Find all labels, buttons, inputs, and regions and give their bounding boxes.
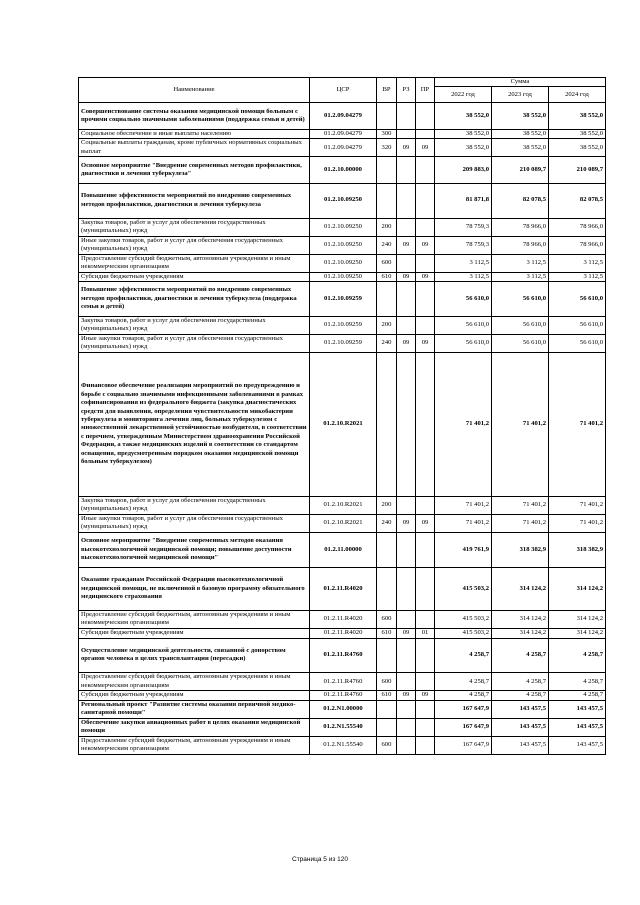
row-rz: [397, 638, 416, 673]
row-csr: 01.2.11.R4020: [310, 567, 377, 610]
row-sum-2023: 143 457,5: [492, 700, 549, 718]
row-pr: 09: [416, 139, 435, 157]
row-vr: 320: [377, 139, 397, 157]
row-pr: [416, 567, 435, 610]
row-sum-2023: 314 124,2: [492, 628, 549, 638]
row-sum-2022: 4 258,7: [435, 638, 492, 673]
row-rz: [397, 282, 416, 317]
row-vr: [377, 532, 397, 567]
row-name: Закупка товаров, работ и услуг для обеспечения государственных (муниципальных) нужд: [79, 496, 310, 514]
row-sum-2023: 56 610,0: [492, 282, 549, 317]
row-sum-2023: 56 610,0: [492, 316, 549, 334]
row-pr: [416, 736, 435, 754]
row-vr: 610: [377, 628, 397, 638]
row-name: Предоставление субсидий бюджетным, автономным учреждениям и иным некоммерческим организациям: [79, 610, 310, 628]
row-csr: 01.2.10.09250: [310, 218, 377, 236]
row-csr: 01.2.11.R4760: [310, 638, 377, 673]
row-name: Региональный проект "Развитие системы оказания первичной медико-санитарной помощи": [79, 700, 310, 718]
row-sum-2022: 167 647,9: [435, 736, 492, 754]
row-csr: 01.2.11.00000: [310, 532, 377, 567]
row-pr: [416, 610, 435, 628]
row-name: Субсидии бюджетным учреждениям: [79, 628, 310, 638]
row-sum-2023: 143 457,5: [492, 736, 549, 754]
table-row: [79, 129, 606, 139]
row-csr: 01.2.10.09250: [310, 183, 377, 218]
row-sum-2022: 56 610,0: [435, 334, 492, 352]
row-sum-2023: 314 124,2: [492, 567, 549, 610]
row-sum-2024: 71 401,2: [549, 496, 606, 514]
row-vr: [377, 103, 397, 129]
budget-table: [78, 77, 606, 755]
row-sum-2024: 4 258,7: [549, 673, 606, 691]
table-row: [79, 103, 606, 129]
row-sum-2024: 56 610,0: [549, 282, 606, 317]
row-pr: [416, 532, 435, 567]
row-name: Закупка товаров, работ и услуг для обеспечения государственных (муниципальных) нужд: [79, 316, 310, 334]
row-sum-2022: 38 552,0: [435, 129, 492, 139]
row-sum-2023: 4 258,7: [492, 638, 549, 673]
row-csr: 01.2.10.00000: [310, 157, 377, 183]
row-sum-2024: 71 401,2: [549, 352, 606, 496]
row-pr: [416, 718, 435, 736]
row-rz: [397, 610, 416, 628]
row-csr: 01.2.10.R2021: [310, 514, 377, 532]
row-pr: [416, 254, 435, 272]
row-pr: 09: [416, 334, 435, 352]
row-rz: [397, 567, 416, 610]
row-sum-2023: 56 610,0: [492, 334, 549, 352]
row-sum-2024: 78 966,0: [549, 236, 606, 254]
row-sum-2023: 143 457,5: [492, 718, 549, 736]
row-sum-2023: 4 258,7: [492, 691, 549, 701]
row-rz: 09: [397, 514, 416, 532]
row-sum-2024: 56 610,0: [549, 316, 606, 334]
row-sum-2022: 415 503,2: [435, 628, 492, 638]
row-csr: 01.2.10.09250: [310, 236, 377, 254]
table-row: [79, 272, 606, 282]
row-rz: 09: [397, 139, 416, 157]
table-row: [79, 352, 606, 496]
row-rz: [397, 352, 416, 496]
row-pr: [416, 103, 435, 129]
row-sum-2023: 38 552,0: [492, 129, 549, 139]
header-vr: ВР: [377, 78, 397, 103]
row-sum-2023: 318 382,9: [492, 532, 549, 567]
row-pr: 09: [416, 236, 435, 254]
row-sum-2022: 419 761,9: [435, 532, 492, 567]
table-row: [79, 610, 606, 628]
row-pr: [416, 496, 435, 514]
row-csr: 01.2.09.04279: [310, 103, 377, 129]
row-name: Субсидии бюджетным учреждениям: [79, 691, 310, 701]
header-year-2024: 2024 год: [549, 87, 606, 103]
row-vr: 610: [377, 272, 397, 282]
row-vr: 610: [377, 691, 397, 701]
row-pr: 01: [416, 628, 435, 638]
header-year-2022: 2022 год: [435, 87, 492, 103]
row-rz: 09: [397, 236, 416, 254]
row-vr: [377, 638, 397, 673]
row-sum-2024: 143 457,5: [549, 736, 606, 754]
row-rz: [397, 129, 416, 139]
row-csr: 01.2.10.R2021: [310, 352, 377, 496]
row-rz: [397, 254, 416, 272]
row-name: Основное мероприятие "Внедрение современных методов оказания высокотехнологичной медицинской помощи; повышение доступности высокотехнологичной медицинской помощи": [79, 532, 310, 567]
row-pr: [416, 282, 435, 317]
row-sum-2022: 56 610,0: [435, 282, 492, 317]
row-name: Финансовое обеспечение реализации мероприятий по предупреждению и борьбе с социально значимыми инфекционными заболеваниями в рамках софинансирования из федерального бюджета (закупка диагностических средств для выявления, определения чувствительности микобактерии туберкулеза и мониторинга лечения лиц, больных туберкулезом с множественной лекарственной устойчивостью возбудителя, в соответствии с перечнем, утвержденным Министерством здравоохранения Российской Федерации, а также медицинских изделий в соответствии со стандартом оснащения, предусмотренным порядком оказания медицинской помощи больным туберкулезом): [79, 352, 310, 496]
row-name: Иные закупки товаров, работ и услуг для обеспечения государственных (муниципальных) нужд: [79, 514, 310, 532]
header-sum: Сумма: [435, 78, 606, 87]
row-sum-2022: 78 759,3: [435, 236, 492, 254]
row-sum-2023: 38 552,0: [492, 103, 549, 129]
row-pr: [416, 638, 435, 673]
row-sum-2024: 71 401,2: [549, 514, 606, 532]
table-row: [79, 282, 606, 317]
row-name: Основное мероприятие "Внедрение современных методов профилактики, диагностики и лечения туберкулеза": [79, 157, 310, 183]
row-sum-2022: 38 552,0: [435, 139, 492, 157]
row-sum-2024: 210 089,7: [549, 157, 606, 183]
row-sum-2024: 38 552,0: [549, 139, 606, 157]
row-vr: [377, 282, 397, 317]
row-pr: [416, 183, 435, 218]
table-row: [79, 628, 606, 638]
row-rz: [397, 183, 416, 218]
row-name: Предоставление субсидий бюджетным, автономным учреждениям и иным некоммерческим организациям: [79, 673, 310, 691]
table-row: [79, 514, 606, 532]
row-name: Социальные выплаты гражданам, кроме публичных нормативных социальных выплат: [79, 139, 310, 157]
row-sum-2022: 3 112,5: [435, 272, 492, 282]
row-name: Закупка товаров, работ и услуг для обеспечения государственных (муниципальных) нужд: [79, 218, 310, 236]
row-pr: [416, 316, 435, 334]
table-row: [79, 532, 606, 567]
row-vr: 600: [377, 673, 397, 691]
row-vr: 600: [377, 610, 397, 628]
row-sum-2022: 71 401,2: [435, 352, 492, 496]
row-sum-2023: 71 401,2: [492, 496, 549, 514]
row-vr: 600: [377, 736, 397, 754]
row-csr: 01.2.10.09259: [310, 334, 377, 352]
row-rz: 09: [397, 691, 416, 701]
table-row: [79, 139, 606, 157]
row-sum-2024: 314 124,2: [549, 628, 606, 638]
row-sum-2024: 78 966,0: [549, 218, 606, 236]
row-rz: 09: [397, 628, 416, 638]
row-csr: 01.2.N1.00000: [310, 700, 377, 718]
row-sum-2024: 143 457,5: [549, 718, 606, 736]
row-sum-2022: 3 112,5: [435, 254, 492, 272]
row-pr: [416, 700, 435, 718]
row-vr: 240: [377, 236, 397, 254]
row-vr: [377, 567, 397, 610]
row-sum-2022: 71 401,2: [435, 496, 492, 514]
header-name: Наименование: [79, 78, 310, 103]
table-row: [79, 567, 606, 610]
row-sum-2024: 82 078,5: [549, 183, 606, 218]
table-row: [79, 316, 606, 334]
row-rz: [397, 532, 416, 567]
row-vr: 240: [377, 334, 397, 352]
row-vr: [377, 718, 397, 736]
row-sum-2023: 4 258,7: [492, 673, 549, 691]
row-name: Совершенствование системы оказания медицинской помощи больным с прочими социально значимыми заболеваниями (поддержка семьи и детей): [79, 103, 310, 129]
row-sum-2022: 4 258,7: [435, 691, 492, 701]
table-row: [79, 673, 606, 691]
row-csr: 01.2.11.R4020: [310, 628, 377, 638]
row-sum-2024: 314 124,2: [549, 567, 606, 610]
row-pr: 09: [416, 272, 435, 282]
row-sum-2022: 4 258,7: [435, 673, 492, 691]
row-csr: 01.2.10.09259: [310, 282, 377, 317]
table-row: [79, 254, 606, 272]
table-row: [79, 718, 606, 736]
row-sum-2022: 38 552,0: [435, 103, 492, 129]
row-sum-2022: 415 503,2: [435, 567, 492, 610]
row-name: Предоставление субсидий бюджетным, автономным учреждениям и иным некоммерческим организациям: [79, 254, 310, 272]
row-name: Иные закупки товаров, работ и услуг для обеспечения государственных (муниципальных) нужд: [79, 334, 310, 352]
row-csr: 01.2.09.04279: [310, 139, 377, 157]
row-pr: [416, 218, 435, 236]
row-rz: [397, 157, 416, 183]
row-name: Иные закупки товаров, работ и услуг для обеспечения государственных (муниципальных) нужд: [79, 236, 310, 254]
row-sum-2024: 38 552,0: [549, 103, 606, 129]
row-sum-2023: 71 401,2: [492, 352, 549, 496]
table-row: [79, 218, 606, 236]
header-csr: ЦСР: [310, 78, 377, 103]
row-sum-2023: 3 112,5: [492, 272, 549, 282]
header-rz: РЗ: [397, 78, 416, 103]
row-name: Осуществление медицинской деятельности, связанной с донорством органов человека в целях трансплантации (пересадки): [79, 638, 310, 673]
row-rz: [397, 316, 416, 334]
row-pr: 09: [416, 514, 435, 532]
row-vr: 300: [377, 129, 397, 139]
row-sum-2022: 415 503,2: [435, 610, 492, 628]
row-rz: [397, 673, 416, 691]
row-sum-2024: 3 112,5: [549, 272, 606, 282]
row-rz: [397, 103, 416, 129]
row-vr: [377, 700, 397, 718]
table-row: [79, 157, 606, 183]
row-csr: 01.2.11.R4020: [310, 610, 377, 628]
row-vr: 200: [377, 316, 397, 334]
row-vr: 200: [377, 218, 397, 236]
row-sum-2022: 209 883,0: [435, 157, 492, 183]
row-sum-2023: 78 966,0: [492, 236, 549, 254]
table-row: [79, 334, 606, 352]
row-sum-2022: 81 871,8: [435, 183, 492, 218]
row-sum-2023: 314 124,2: [492, 610, 549, 628]
row-vr: 200: [377, 496, 397, 514]
table-row: [79, 736, 606, 754]
row-rz: 09: [397, 334, 416, 352]
row-pr: [416, 129, 435, 139]
row-csr: 01.2.11.R4760: [310, 691, 377, 701]
row-sum-2023: 38 552,0: [492, 139, 549, 157]
row-vr: [377, 183, 397, 218]
row-rz: [397, 496, 416, 514]
row-sum-2023: 82 078,5: [492, 183, 549, 218]
row-csr: 01.2.10.09250: [310, 272, 377, 282]
row-sum-2022: 71 401,2: [435, 514, 492, 532]
page-footer: Страница 5 из 120: [292, 856, 348, 863]
row-rz: [397, 218, 416, 236]
row-sum-2024: 56 610,0: [549, 334, 606, 352]
row-csr: 01.2.10.09250: [310, 254, 377, 272]
row-csr: 01.2.N1.55540: [310, 736, 377, 754]
table-row: [79, 496, 606, 514]
header-row-top: [79, 78, 606, 87]
row-name: Обеспечение закупки авиационных работ в целях оказания медицинской помощи: [79, 718, 310, 736]
row-sum-2024: 143 457,5: [549, 700, 606, 718]
row-rz: [397, 736, 416, 754]
row-name: Оказание гражданам Российской Федерации высокотехнологичной медицинской помощи, не включенной в базовую программу обязательного медицинского страхования: [79, 567, 310, 610]
table-row: [79, 638, 606, 673]
row-csr: 01.2.N1.55540: [310, 718, 377, 736]
row-vr: 240: [377, 514, 397, 532]
row-csr: 01.2.10.R2021: [310, 496, 377, 514]
row-sum-2023: 78 966,0: [492, 218, 549, 236]
header-pr: ПР: [416, 78, 435, 103]
row-sum-2022: 56 610,0: [435, 316, 492, 334]
row-vr: [377, 352, 397, 496]
row-csr: 01.2.11.R4760: [310, 673, 377, 691]
table-row: [79, 691, 606, 701]
table-row: [79, 700, 606, 718]
row-vr: [377, 157, 397, 183]
row-pr: [416, 157, 435, 183]
row-sum-2023: 71 401,2: [492, 514, 549, 532]
row-sum-2022: 78 759,3: [435, 218, 492, 236]
row-name: Социальное обеспечение и иные выплаты населению: [79, 129, 310, 139]
table-row: [79, 236, 606, 254]
row-sum-2024: 3 112,5: [549, 254, 606, 272]
header-year-2023: 2023 год: [492, 87, 549, 103]
row-pr: [416, 352, 435, 496]
row-sum-2024: 318 382,9: [549, 532, 606, 567]
row-sum-2023: 210 089,7: [492, 157, 549, 183]
row-name: Субсидии бюджетным учреждениям: [79, 272, 310, 282]
row-sum-2024: 38 552,0: [549, 129, 606, 139]
row-sum-2024: 4 258,7: [549, 691, 606, 701]
row-pr: [416, 673, 435, 691]
row-sum-2023: 3 112,5: [492, 254, 549, 272]
row-sum-2024: 314 124,2: [549, 610, 606, 628]
table-row: [79, 183, 606, 218]
row-vr: 600: [377, 254, 397, 272]
row-pr: 09: [416, 691, 435, 701]
row-rz: 09: [397, 272, 416, 282]
row-rz: [397, 718, 416, 736]
row-name: Повышение эффективности мероприятий по внедрению современных методов профилактики, диагностики и лечения туберкулеза (поддержка семьи и детей): [79, 282, 310, 317]
row-sum-2022: 167 647,9: [435, 700, 492, 718]
row-name: Повышение эффективности мероприятий по внедрению современных методов профилактики, диагностики и лечения туберкулеза: [79, 183, 310, 218]
row-csr: 01.2.10.09259: [310, 316, 377, 334]
row-rz: [397, 700, 416, 718]
row-name: Предоставление субсидий бюджетным, автономным учреждениям и иным некоммерческим организациям: [79, 736, 310, 754]
row-sum-2022: 167 647,9: [435, 718, 492, 736]
row-csr: 01.2.09.04279: [310, 129, 377, 139]
table-body: [79, 103, 606, 755]
row-sum-2024: 4 258,7: [549, 638, 606, 673]
